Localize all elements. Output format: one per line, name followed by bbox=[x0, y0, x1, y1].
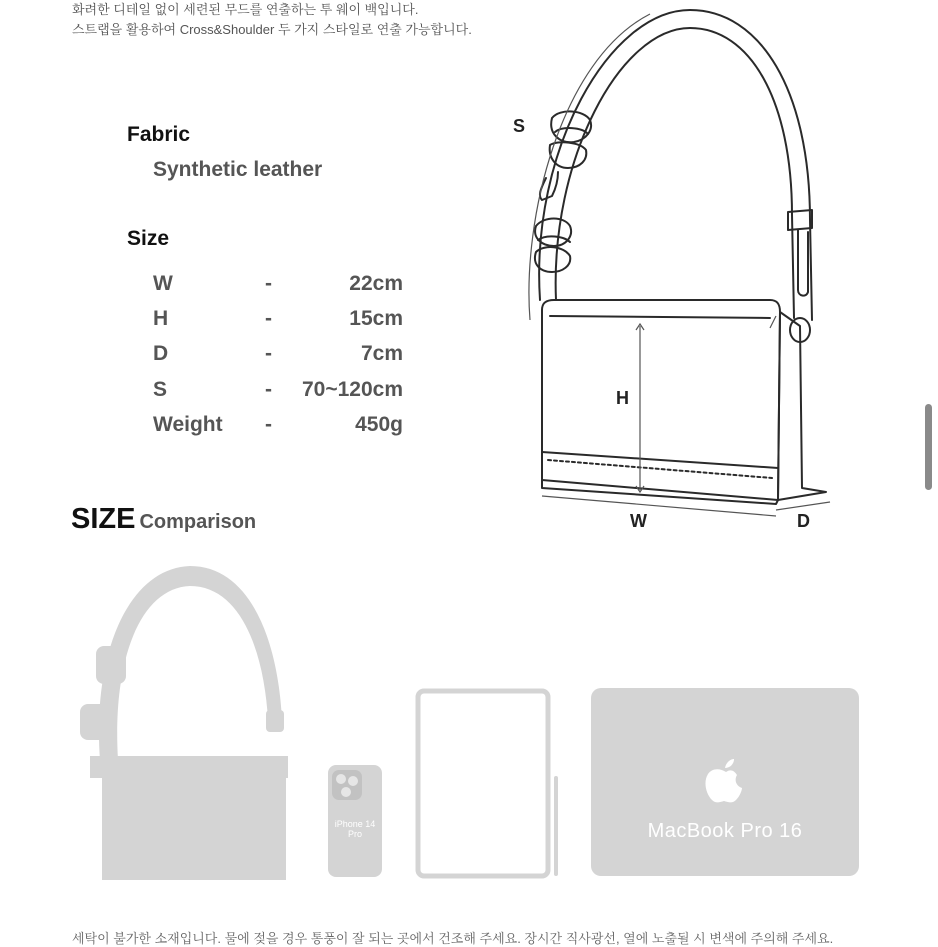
diagram-label-width: W bbox=[630, 511, 647, 531]
spec-key: S bbox=[153, 378, 168, 401]
spec-value: 70~120cm bbox=[301, 378, 403, 401]
diagram-label-height: H bbox=[616, 388, 629, 408]
size-title-big: SIZE bbox=[71, 503, 136, 535]
intro-line-1: 화려한 디테일 없이 세련된 무드를 연출하는 투 웨이 백입니다. bbox=[72, 2, 419, 17]
spec-key: H bbox=[153, 307, 169, 330]
fabric-heading: Fabric bbox=[127, 123, 191, 146]
diagram-label-depth: D bbox=[797, 511, 810, 531]
care-note: 세탁이 불가한 소재입니다. 물에 젖을 경우 통풍이 잘 되는 곳에서 건조해 주세요. 장시간 직사광선, 열에 노출될 시 변색에 주의해 주세요. bbox=[72, 931, 834, 946]
spec-row-strap bbox=[153, 378, 403, 408]
spec-dash: - bbox=[265, 272, 272, 295]
spec-dash: - bbox=[265, 378, 272, 401]
spec-row-weight bbox=[153, 413, 403, 443]
size-comparison-title bbox=[71, 503, 256, 536]
spec-row-height bbox=[153, 307, 403, 337]
size-title-small: Comparison bbox=[139, 511, 257, 533]
scrollbar-thumb[interactable] bbox=[925, 404, 932, 490]
spec-value: 450g bbox=[355, 413, 403, 436]
macbook-label: MacBook Pro 16 bbox=[647, 820, 803, 842]
spec-row-width bbox=[153, 272, 403, 302]
macbook-silhouette bbox=[591, 688, 859, 876]
intro-line-2: 스트랩을 활용하여 Cross&Shoulder 두 가지 스타일로 연출 가능합니다. bbox=[72, 22, 472, 37]
spec-dash: - bbox=[265, 307, 272, 330]
spec-dash: - bbox=[265, 342, 272, 365]
spec-dash: - bbox=[265, 413, 272, 436]
spec-value: 7cm bbox=[360, 342, 403, 365]
iphone-label: iPhone 14 Pro bbox=[334, 819, 376, 839]
fabric-value: Synthetic leather bbox=[153, 158, 323, 181]
ipad-label: iPad Pro 11 bbox=[430, 772, 534, 794]
spec-key: W bbox=[153, 272, 173, 295]
intro-text bbox=[72, 0, 472, 40]
spec-value: 15cm bbox=[349, 307, 403, 330]
bag-dimension-diagram bbox=[500, 0, 860, 540]
diagram-label-strap: S bbox=[513, 116, 526, 136]
spec-row-depth bbox=[153, 342, 403, 372]
spec-key: Weight bbox=[153, 413, 223, 436]
spec-value: 22cm bbox=[349, 272, 403, 295]
spec-key: D bbox=[153, 342, 169, 365]
size-heading: Size bbox=[127, 227, 170, 250]
bag-silhouette bbox=[80, 566, 288, 880]
